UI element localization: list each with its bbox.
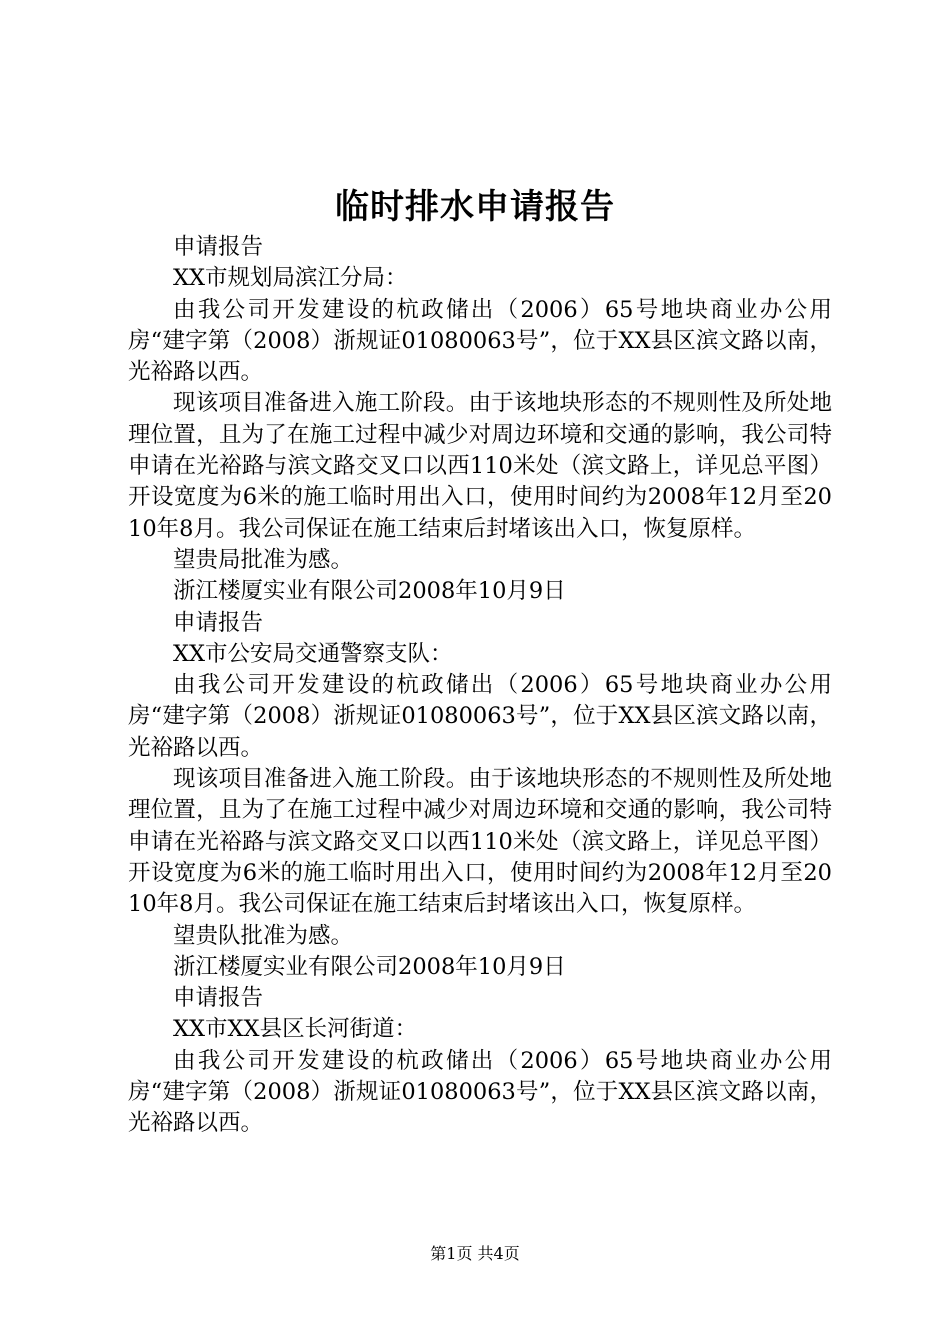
paragraph-addressee-1: XX市规划局滨江分局： <box>173 265 408 292</box>
paragraph-addressee-3: XX市XX县区长河街道： <box>173 1016 418 1043</box>
document-title: 临时排水申请报告 <box>335 187 615 227</box>
paragraph-heading-1: 申请报告 <box>173 234 264 260</box>
document-body <box>128 232 832 1140</box>
page-footer: 第1页 共4页 <box>430 1244 520 1263</box>
paragraph-closing-2: 望贵队批准为感。 <box>173 922 354 949</box>
paragraph-signature-1: 浙江楼厦实业有限公司2008年10月9日 <box>173 578 566 605</box>
paragraph-intro-2: 由我公司开发建设的杭政储出（2006）65号地块商业办公用房“建字第（2008）浙规证01080063号”，位于XX县区滨文路以南，光裕路以西。 <box>128 672 832 761</box>
paragraph-intro-3: 由我公司开发建设的杭政储出（2006）65号地块商业办公用房“建字第（2008）浙规证01080063号”，位于XX县区滨文路以南，光裕路以西。 <box>128 1047 832 1137</box>
paragraph-closing-1: 望贵局批准为感。 <box>173 546 354 573</box>
paragraph-signature-2: 浙江楼厦实业有限公司2008年10月9日 <box>173 953 566 980</box>
paragraph-request-2: 现该项目准备进入施工阶段。由于该地块形态的不规则性及所处地理位置，且为了在施工过程中减少对周边环境和交通的影响，我公司特申请在光裕路与滨文路交叉口以西110米处（滨文路上，详见总平图）开设宽度为6米的施工临时用出入口，使用时间约为2008年12月至2010年8月。我公司保证在施工结束后封堵该出入口，恢复原样。 <box>128 766 832 918</box>
paragraph-intro-1: 由我公司开发建设的杭政储出（2006）65号地块商业办公用房“建字第（2008）浙规证01080063号”，位于XX县区滨文路以南，光裕路以西。 <box>128 296 832 386</box>
paragraph-addressee-2: XX市公安局交通警察支队： <box>173 640 453 667</box>
paragraph-heading-3: 申请报告 <box>173 985 264 1012</box>
paragraph-request-1: 现该项目准备进入施工阶段。由于该地块形态的不规则性及所处地理位置，且为了在施工过程中减少对周边环境和交通的影响，我公司特申请在光裕路与滨文路交叉口以西110米处（滨文路上，详见总平图）开设宽度为6米的施工临时用出入口，使用时间约为2008年12月至2010年8月。我公司保证在施工结束后封堵该出入口，恢复原样。 <box>128 390 832 542</box>
paragraph-heading-2: 申请报告 <box>173 609 264 636</box>
